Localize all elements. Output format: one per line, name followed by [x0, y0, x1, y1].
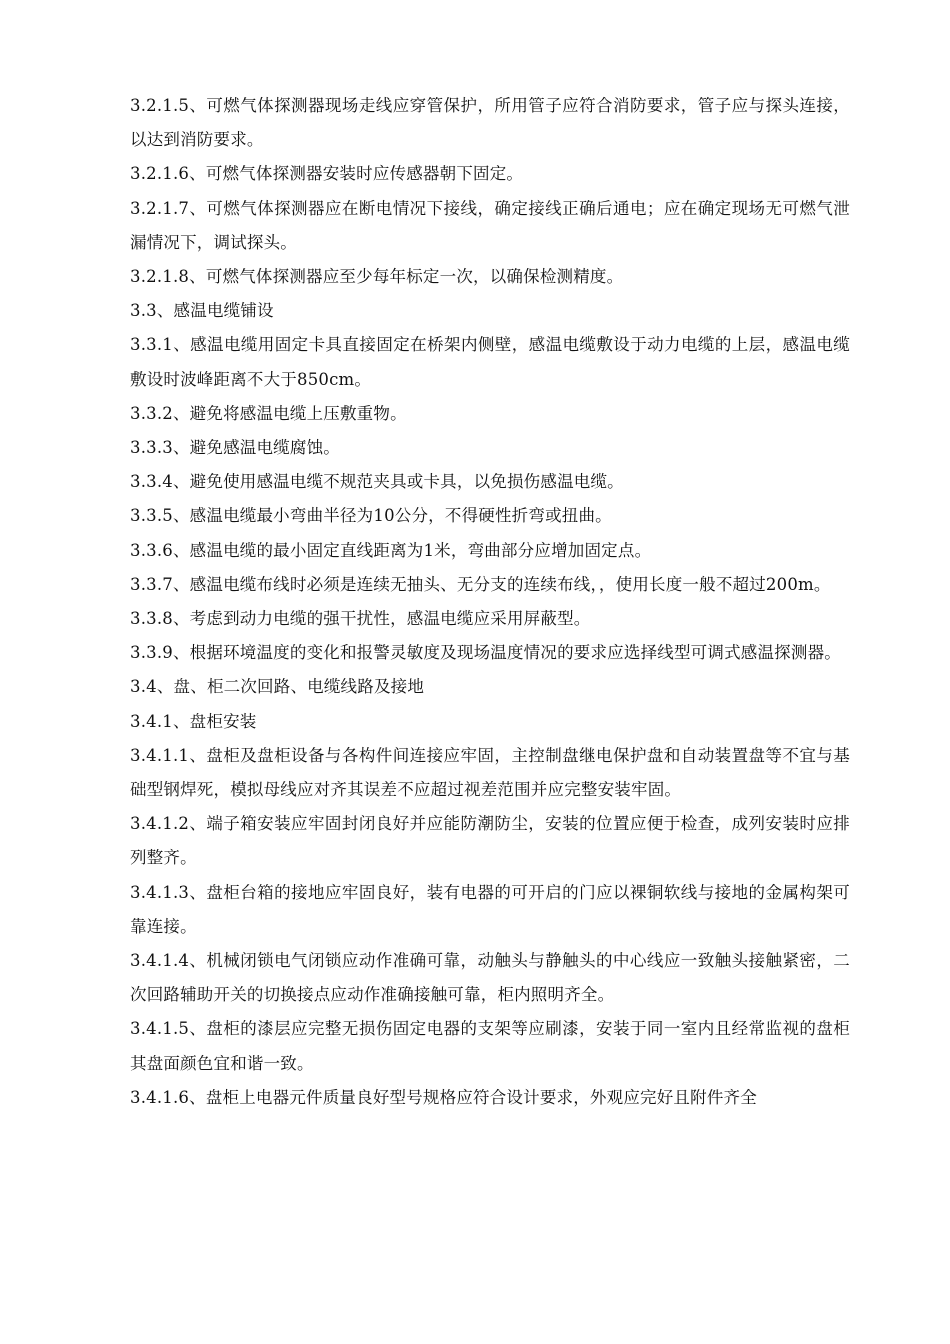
paragraph-3-2-1-6: 3.2.1.6、可燃气体探测器安装时应传感器朝下固定。 — [130, 164, 524, 184]
paragraph-3-3-7: 3.3.7、感温电缆布线时必须是连续无抽头、无分支的连续布线，，使用长度一般不超过200m。 — [130, 574, 831, 594]
document-page — [130, 89, 850, 1115]
paragraph-3-4-1-2: 3.4.1.2、端子箱安装应牢固封闭良好并应能防潮防尘，安装的位置应便于检查，成列安装时应排列整齐。 — [130, 814, 850, 868]
section-heading-3-4: 3.4、盘、柜二次回路、电缆线路及接地 — [130, 677, 425, 697]
paragraph-3-2-1-5: 3.2.1.5、可燃气体探测器现场走线应穿管保护，所用管子应符合消防要求，管子应与探头连接，以达到消防要求。 — [130, 96, 850, 150]
paragraph-3-3-2: 3.3.2、避免将感温电缆上压敷重物。 — [130, 403, 407, 423]
paragraph-3-4-1-5: 3.4.1.5、盘柜的漆层应完整无损伤固定电器的支架等应刷漆，安装于同一室内且经常监视的盘柜其盘面颜色宜和谐一致。 — [130, 1019, 850, 1073]
paragraph-3-3-9: 3.3.9、根据环境温度的变化和报警灵敏度及现场温度情况的要求应选择线型可调式感温探测器。 — [130, 643, 841, 663]
section-heading-3-3: 3.3、感温电缆铺设 — [130, 301, 274, 321]
paragraph-3-3-8: 3.3.8、考虑到动力电缆的强干扰性，感温电缆应采用屏蔽型。 — [130, 609, 591, 629]
paragraph-3-3-1: 3.3.1、感温电缆用固定卡具直接固定在桥架内侧壁，感温电缆敷设于动力电缆的上层，感温电缆敷设时波峰距离不大于850cm。 — [130, 335, 850, 389]
paragraph-3-4-1-3: 3.4.1.3、盘柜台箱的接地应牢固良好，装有电器的可开启的门应以裸铜软线与接地的金属构架可靠连接。 — [130, 882, 850, 936]
paragraph-3-3-4: 3.3.4、避免使用感温电缆不规范夹具或卡具，以免损伤感温电缆。 — [130, 472, 624, 492]
paragraph-3-2-1-8: 3.2.1.8、可燃气体探测器应至少每年标定一次，以确保检测精度。 — [130, 267, 624, 287]
paragraph-3-3-5: 3.3.5、感温电缆最小弯曲半径为10公分，不得硬性折弯或扭曲。 — [130, 506, 612, 526]
paragraph-3-4-1-1: 3.4.1.1、盘柜及盘柜设备与各构件间连接应牢固，主控制盘继电保护盘和自动装置盘等不宜与基础型钢焊死，模拟母线应对齐其误差不应超过视差范围并应完整安装牢固。 — [130, 745, 850, 800]
paragraph-3-3-6: 3.3.6、感温电缆的最小固定直线距离为1米，弯曲部分应增加固定点。 — [130, 540, 652, 560]
paragraph-3-3-3: 3.3.3、避免感温电缆腐蚀。 — [130, 438, 340, 458]
paragraph-3-4-1-6: 3.4.1.6、盘柜上电器元件质量良好型号规格应符合设计要求，外观应完好且附件齐全 — [130, 1087, 757, 1107]
section-heading-3-4-1: 3.4.1、盘柜安装 — [130, 711, 257, 731]
paragraph-3-2-1-7: 3.2.1.7、可燃气体探测器应在断电情况下接线，确定接线正确后通电；应在确定现场无可燃气泄漏情况下，调试探头。 — [130, 198, 850, 252]
paragraph-3-4-1-4: 3.4.1.4、机械闭锁电气闭锁应动作准确可靠，动触头与静触头的中心线应一致触头接触紧密，二次回路辅助开关的切换接点应动作准确接触可靠，柜内照明齐全。 — [130, 951, 850, 1005]
